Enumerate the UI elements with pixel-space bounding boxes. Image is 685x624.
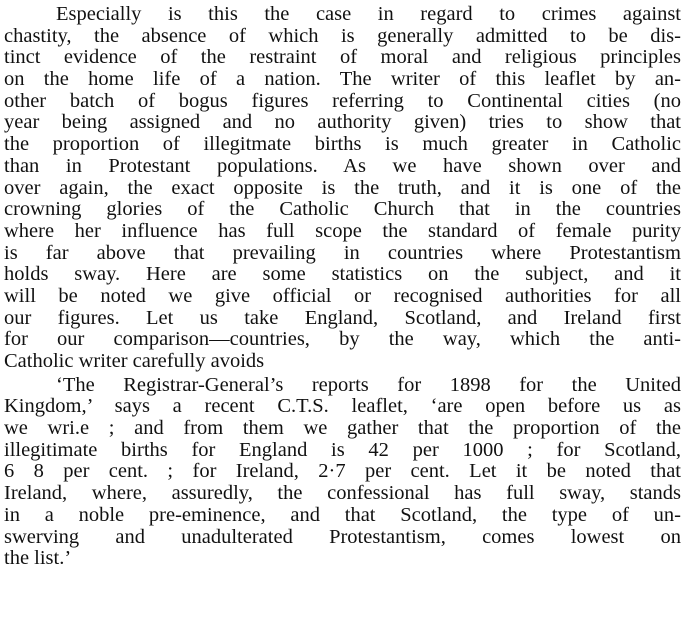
text-line: we wri.e ; and from them we gather that the proportion of the — [4, 418, 681, 440]
paragraph-registrar-general-quote — [4, 375, 681, 570]
text-line: over again, the exact opposite is the truth, and it is one of the — [4, 177, 681, 199]
text-line: than in Protestant populations. As we have shown over and — [4, 155, 681, 177]
text-line: on the home life of a nation. The writer of this leaflet by an- — [4, 69, 681, 91]
text-line: chastity, the absence of which is generally admitted to be dis- — [4, 25, 681, 47]
text-line: for our comparison—countries, by the way, which the anti- — [4, 329, 681, 351]
text-line: swerving and unadulterated Protestantism, comes lowest on — [4, 526, 681, 548]
text-line: the list.’ — [4, 548, 72, 570]
text-line: will be noted we give official or recognised authorities for all — [4, 285, 681, 307]
text-line: the proportion of illegitmate births is much greater in Catholic — [4, 134, 681, 156]
text-line: ‘The Registrar-General’s reports for 1898 for the United — [56, 374, 681, 396]
text-line: where her influence has full scope the standard of female purity — [4, 220, 681, 242]
text-line: in a noble pre-eminence, and that Scotland, the type of un- — [4, 504, 681, 526]
text-line: tinct evidence of the restraint of moral and religious principles — [4, 47, 681, 69]
text-line: crowning glories of the Catholic Church that in the countries — [4, 199, 681, 221]
text-line: Especially is this the case in regard to crimes against — [56, 4, 681, 25]
paragraph-crimes-against-chastity — [4, 4, 681, 373]
text-line: Kingdom,’ says a recent C.T.S. leaflet, ‘are open before us as — [4, 396, 681, 418]
text-line: year being assigned and no authority given) tries to show that — [4, 112, 681, 134]
text-line: 6 8 per cent. ; for Ireland, 2·7 per cent. Let it be noted that — [4, 461, 681, 483]
text-line: other batch of bogus figures referring to Continental cities (no — [4, 90, 681, 112]
text-line: illegitimate births for England is 42 per 1000 ; for Scotland, — [4, 439, 681, 461]
text-line: holds sway. Here are some statistics on the subject, and it — [4, 264, 681, 286]
text-line: is far above that prevailing in countries where Protestantism — [4, 242, 681, 264]
text-line: Ireland, where, assuredly, the confessional has full sway, stands — [4, 483, 681, 505]
text-line: our figures. Let us take England, Scotland, and Ireland first — [4, 307, 681, 329]
text-line: Catholic writer carefully avoids — [4, 351, 265, 372]
